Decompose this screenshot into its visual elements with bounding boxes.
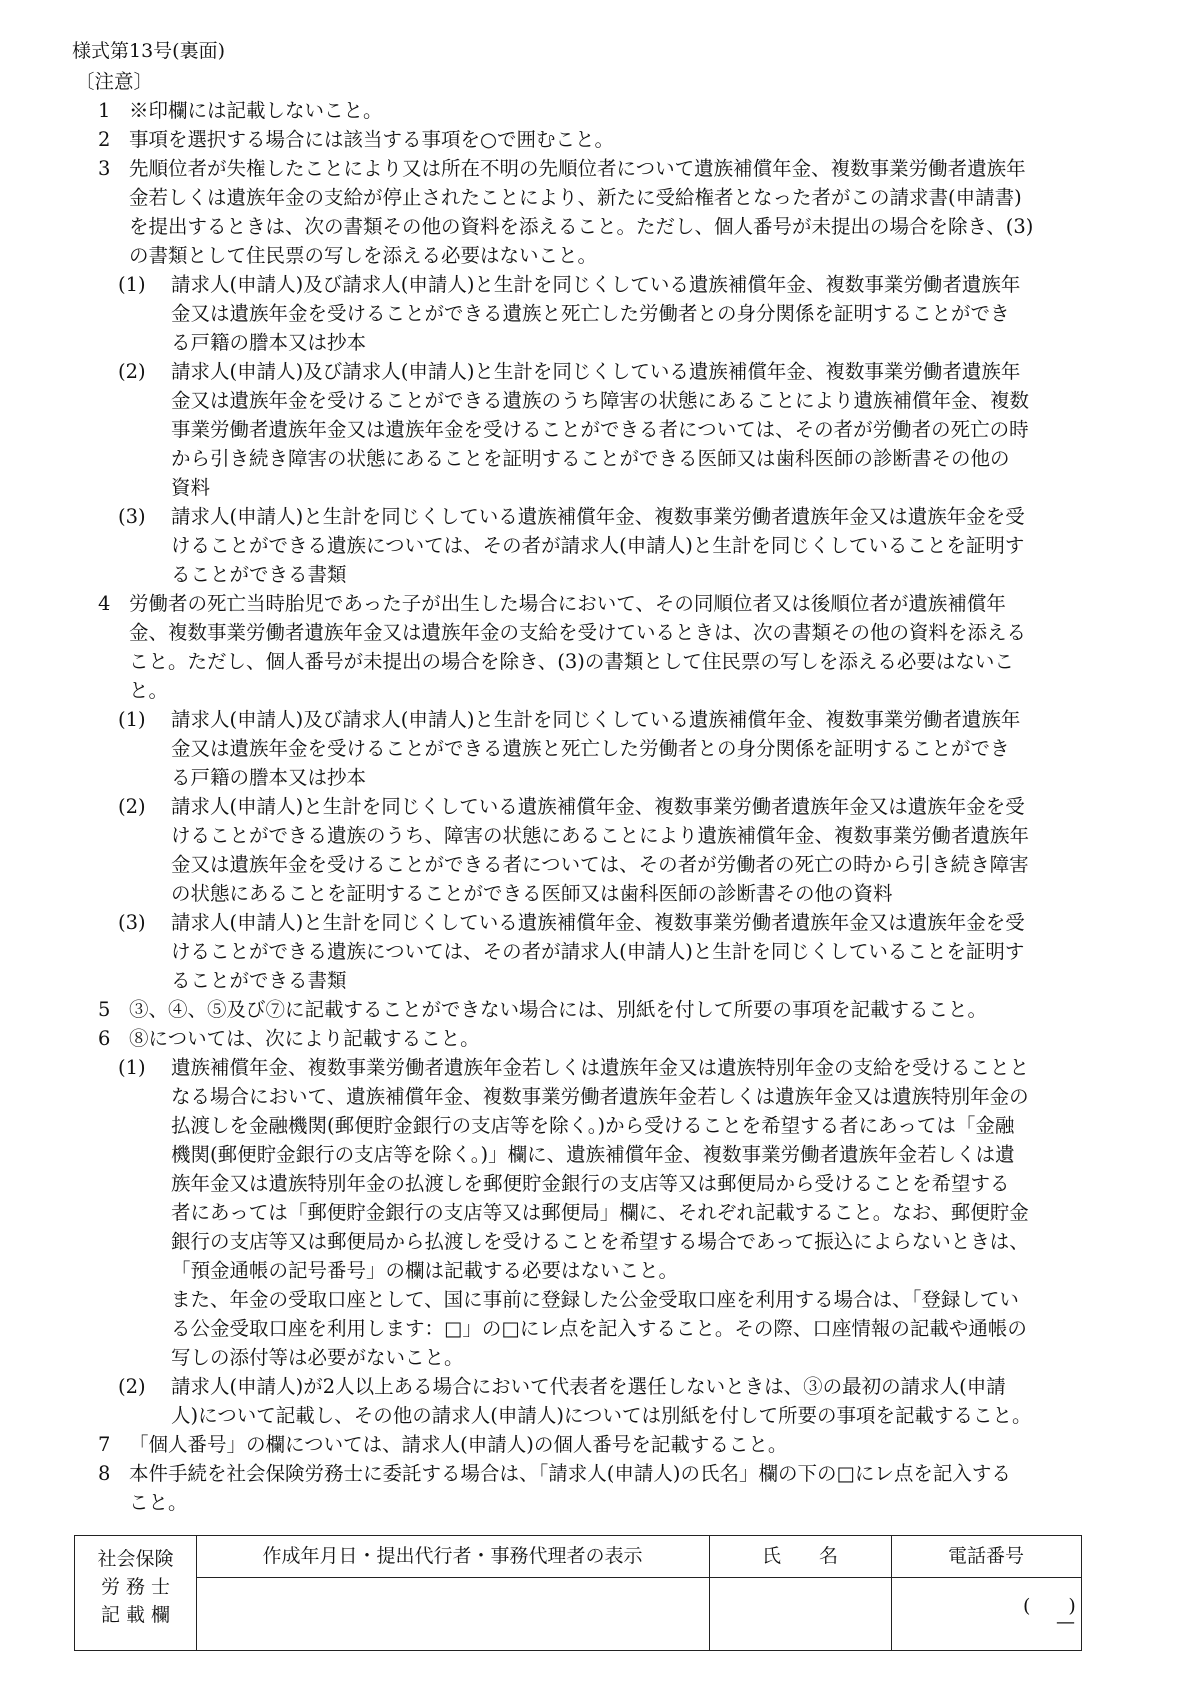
note-text: なる場合において、遺族補償年金、複数事業労働者遺族年金若しくは遺族年金又は遺族特別年金の [171,1085,1029,1108]
note-line [0,299,1181,328]
note-text: こと。 [129,1491,188,1514]
note-text: から引き続き障害の状態にあることを証明することができる医師又は歯科医師の診断書その他の [171,447,1010,470]
note-text: 金又は遺族年金を受けることができる遺族と死亡した労働者との身分関係を証明することができ [171,737,1010,760]
note-number: (3) [118,505,146,528]
note-text: る戸籍の謄本又は抄本 [171,766,367,789]
note-number: 3 [98,157,111,180]
note-line [0,328,1181,357]
note-line [0,241,1181,270]
note-line [0,618,1181,647]
note-text: けることができる遺族については、その者が請求人(申請人)と生計を同じくしていることを証明す [171,534,1025,557]
note-number: 2 [98,128,111,151]
preparer-field[interactable] [198,1579,707,1650]
note-line [0,908,1181,937]
note-line [0,966,1181,995]
row-label-line: 労 務 士 [100,1576,171,1598]
note-text: の書類として住民票の写しを添える必要はないこと。 [129,244,598,267]
note-line [0,792,1181,821]
note-line [0,270,1181,299]
labor-consultant-table [74,1535,1082,1651]
note-text: 請求人(申請人)及び請求人(申請人)と生計を同じくしている遺族補償年金、複数事業労働者遺族年 [171,708,1021,731]
notes-heading: 〔注意〕 [75,70,154,93]
note-number: (2) [118,795,146,818]
note-number: (2) [118,360,146,383]
note-text: 金又は遺族年金を受けることができる遺族のうち障害の状態にあることにより遺族補償年金、複数 [171,389,1030,412]
note-text: 族年金又は遺族特別年金の払渡しを郵便貯金銀行の支店等又は郵便局から受けることを希望する [171,1172,1010,1195]
note-line [0,1343,1181,1372]
note-number: 5 [98,998,111,1021]
note-line [0,183,1181,212]
note-text: 「個人番号」の欄については、請求人(申請人)の個人番号を記載すること。 [129,1433,788,1456]
note-line [0,734,1181,763]
note-text: ることができる書類 [171,969,347,992]
note-number: 6 [98,1027,111,1050]
note-line [0,1488,1181,1517]
note-text: る戸籍の謄本又は抄本 [171,331,367,354]
form-title: 様式第13号(裏面) [72,40,226,62]
note-line [0,1314,1181,1343]
row-label-line: 記 載 欄 [100,1604,171,1626]
note-line [0,763,1181,792]
row-label-line: 社会保険 [97,1548,174,1570]
table-divider [196,1577,1081,1578]
note-number: (3) [118,911,146,934]
note-text: 事項を選択する場合には該当する事項を○で囲むこと。 [129,128,615,151]
note-text: けることができる遺族のうち、障害の状態にあることにより遺族補償年金、複数事業労働者遺族年 [171,824,1030,847]
note-line [0,386,1181,415]
note-line [0,676,1181,705]
note-text: こと。ただし、個人番号が未提出の場合を除き、(3)の書類として住民票の写しを添える必要はないこ [129,650,1014,673]
note-line [0,560,1181,589]
note-text: 資料 [171,476,211,499]
note-text: 請求人(申請人)と生計を同じくしている遺族補償年金、複数事業労働者遺族年金又は遺族年金を受 [171,795,1025,818]
note-text: る公金受取口座を利用します：□」の□にレ点を記入すること。その際、口座情報の記載や通帳の [171,1317,1027,1340]
note-line [0,1227,1181,1256]
note-line [0,1256,1181,1285]
note-text: ⑧については、次により記載すること。 [129,1027,480,1050]
note-line [0,995,1181,1024]
note-line [0,1430,1181,1459]
note-text: 請求人(申請人)及び請求人(申請人)と生計を同じくしている遺族補償年金、複数事業労働者遺族年 [171,273,1021,296]
note-text: ※印欄には記載しないこと。 [129,99,383,122]
note-text: 事業労働者遺族年金又は遺族年金を受けることができる者については、その者が労働者の死亡の時 [171,418,1029,441]
note-line [0,473,1181,502]
note-text: 請求人(申請人)及び請求人(申請人)と生計を同じくしている遺族補償年金、複数事業労働者遺族年 [171,360,1021,383]
note-line [0,1372,1181,1401]
note-line [0,502,1181,531]
note-line [0,1111,1181,1140]
note-text: 金、複数事業労働者遺族年金又は遺族年金の支給を受けているときは、次の書類その他の資料を添える [129,621,1027,644]
note-text: 請求人(申請人)と生計を同じくしている遺族補償年金、複数事業労働者遺族年金又は遺族年金を受 [171,911,1025,934]
note-text: 銀行の支店等又は郵便局から払渡しを受けることを希望する場合であって振込によらないときは、 [171,1230,1029,1253]
note-text: 労働者の死亡当時胎児であった子が出生した場合において、その同順位者又は後順位者が遺族補償年 [129,592,1006,615]
note-line [0,1024,1181,1053]
note-text: の状態にあることを証明することができる医師又は歯科医師の診断書その他の資料 [171,882,893,905]
note-text: 者にあっては「郵便貯金銀行の支店等又は郵便局」欄に、それぞれ記載すること。なお、郵便貯金 [171,1201,1029,1224]
note-line [0,154,1181,183]
note-number: 8 [98,1462,111,1485]
name-field[interactable] [711,1579,889,1650]
note-text: 本件手続を社会保険労務士に委託する場合は、「請求人(申請人)の氏名」欄の下の□にレ点を記入する [129,1462,1011,1485]
note-number: (1) [118,1056,146,1079]
phone-separator: — [1056,1611,1075,1633]
note-text: と。 [129,679,169,702]
notes-section [0,67,1181,1517]
note-number: 1 [98,99,111,122]
note-text: ③、④、⑤及び⑦に記載することができない場合には、別紙を付して所要の事項を記載すること。 [129,998,988,1021]
note-line [0,1169,1181,1198]
note-line [0,96,1181,125]
note-text: 写しの添付等は必要がないこと。 [171,1346,464,1369]
note-text: を提出するときは、次の書類その他の資料を添えること。ただし、個人番号が未提出の場合を除き、(3) [129,215,1034,238]
note-line [0,1140,1181,1169]
note-line [0,1082,1181,1111]
column-header-phone: 電話番号 [947,1545,1024,1567]
note-text: 先順位者が失権したことにより又は所在不明の先順位者について遺族補償年金、複数事業労働者遺族年 [129,157,1026,180]
note-text: 請求人(申請人)が2人以上ある場合において代表者を選任しないときは、③の最初の請求人(申請 [171,1375,1006,1398]
note-number: 4 [98,592,111,615]
note-text: 機関(郵便貯金銀行の支店等を除く。)」欄に、遺族補償年金、複数事業労働者遺族年金若しくは遺 [171,1143,1015,1166]
note-line [0,1401,1181,1430]
phone-area-code-parens: ( ) [1023,1595,1076,1617]
note-line [0,444,1181,473]
note-text: 金又は遺族年金を受けることができる遺族と死亡した労働者との身分関係を証明することができ [171,302,1010,325]
note-text: 金又は遺族年金を受けることができる者については、その者が労働者の死亡の時から引き続き障害 [171,853,1029,876]
note-line [0,212,1181,241]
column-header-name: 氏 名 [761,1545,838,1567]
note-number: 7 [98,1433,111,1456]
note-line [0,705,1181,734]
note-text: 人)について記載し、その他の請求人(申請人)については別紙を付して所要の事項を記載すること。 [171,1404,1032,1427]
column-header-preparer: 作成年月日・提出代行者・事務代理者の表示 [262,1545,643,1567]
note-line [0,125,1181,154]
note-text: また、年金の受取口座として、国に事前に登録した公金受取口座を利用する場合は、「登録してい [171,1288,1019,1311]
note-line [0,357,1181,386]
note-line [0,1459,1181,1488]
note-text: ることができる書類 [171,563,347,586]
note-text: 遺族補償年金、複数事業労働者遺族年金若しくは遺族年金又は遺族特別年金の支給を受けることと [171,1056,1030,1079]
note-line [0,1285,1181,1314]
note-line [0,850,1181,879]
note-line [0,937,1181,966]
note-line [0,1198,1181,1227]
note-number: (1) [118,708,146,731]
note-text: 金若しくは遺族年金の支給が停止されたことにより、新たに受給権者となった者がこの請求書(申請書) [129,186,1022,209]
note-text: 「預金通帳の記号番号」の欄は記載する必要はないこと。 [171,1259,679,1282]
note-line [0,821,1181,850]
note-number: (1) [118,273,146,296]
note-number: (2) [118,1375,146,1398]
note-line [0,1053,1181,1082]
note-line [0,531,1181,560]
note-line [0,879,1181,908]
note-line [0,415,1181,444]
note-line [0,647,1181,676]
note-text: 払渡しを金融機関(郵便貯金銀行の支店等を除く。)から受けることを希望する者にあっては「金融 [171,1114,1015,1137]
note-line [0,589,1181,618]
note-text: けることができる遺族については、その者が請求人(申請人)と生計を同じくしていることを証明す [171,940,1025,963]
note-text: 請求人(申請人)と生計を同じくしている遺族補償年金、複数事業労働者遺族年金又は遺族年金を受 [171,505,1025,528]
